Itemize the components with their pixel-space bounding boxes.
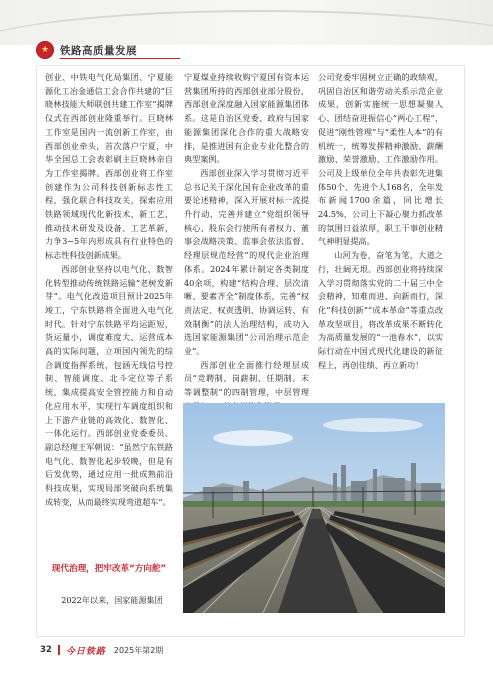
page-number: 32 <box>40 645 52 655</box>
paragraph: 2022年以来，国家能源集团 <box>61 595 163 605</box>
page-header <box>0 0 493 60</box>
paragraph: 西部创业坚持以电气化、数智化转型推动传统铁路运输“老树发新芽”。电气化改造项目预计2025年竣工，宁东铁路将全面进入电气化时代。针对宁东铁路平均运距短，货运量小，调度难度大、运营成本高的实际问题，立项国内领先的综合调度指挥系统，包涵无线信号控制、智能调度、北斗定位等子系统，集成提高安全管控能力和自动化应用水平，实现行车调度组织和上下游产业链的高效化、数智化、一体化运行。西部创业党委委员、副总经理王军朝说：“虽然宁东铁路电气化、数智化起步较晚，但是有后发优势，通过应用一批成熟前沿科技成果，实现局部突破向系统集成转变，从而最终实现弯道超车”。 <box>45 263 173 507</box>
article-subheading: 现代治理，把牢改革“方向舵” <box>51 564 167 574</box>
article-column-2 <box>184 71 309 414</box>
paragraph: 山河为卷，奋笔为笔，大道之行，壮阔无垠。西部创业将持续深入学习贯彻落实党的二十届三中全会精神，知难而进、向新而行，深化“科技创新”“成本革命”等重点改革攻坚项目，将改革成果不断转化为高质量发展的“一池春水”，以实际行动在中国式现代化建设的新征程上，再创佳绩、再立新功！ <box>318 250 443 370</box>
paragraph: 西部创业深入学习贯彻习近平总书记关于深化国有企业改革的重要论述精神，深入开展对标一流提升行动，完善并建立“党组织领导核心、股东会行使所有者权力、董事会战略决策、监事会依法监督、经理层规范经营”的现代企业治理体系。2024年累计制定各类制度40余项，构建“结构合理、层次清晰、要素齐全”制度体系，完善“权责法定、权责透明、协调运转、有效制衡”的法人治理结构，成功入选国家能源集团“公司治理示范企业”。 <box>184 167 309 357</box>
paragraph: 西部创业全面推行经理层成员“竞聘制、岗薪制、任期制、末等调整制”的四制管理，中层管理 <box>184 359 309 398</box>
paragraph: 公司党委牢固树立正确的政绩观，巩固自治区和谐劳动关系示范企业成果，创新实施统一思想凝聚人心、团结奋进振信心“两心工程”，促进“刚性管理”与“柔性人本”的有机统一，统筹发挥精神激励、薪酬激励、荣誉激励、工作激励作用。公司及上级单位全年共表彰先进集体50个、先进个人168名，全年发布新闻1700余篇，同比增长24.5%，公司上下凝心聚力抓改革的氛围日益浓厚，职工干事创业精气神明显提高。 <box>318 72 443 247</box>
article-column-1 <box>45 71 173 510</box>
railway-emblem-icon: ★ <box>36 41 54 59</box>
paragraph: 宁夏煤业持续收购宁夏国有资本运营集团所持的西部创业部分股份，西部创业深度融入国家能源集团体系。这是自治区党委、政府与国家能源集团深化合作的重大战略安排，是推进国有企业专业化整合的典型案例。 <box>184 72 309 165</box>
section-title: 铁路高质量发展 <box>60 45 137 57</box>
issue-label: 2025年第2期 <box>113 645 164 655</box>
paragraph: 创业、中铁电气化局集团、宁夏能源化工冶金通信工会合作共建的“巨晓林技能大师联创共建工作室”揭牌仪式在西部创业隆重举行。巨晓林工作室是国内一流创新工作室，由西部创业牵头，首次落户宁夏，中华全国总工会表彰刷主巨晓林亲自为工作室揭牌。西部创业将工作室创建作为公司科技创新标志性工程，强化联合科技攻关，探索应用铁路领域现代化新技术、新工艺，推动技术研发及设备、工艺革新，力争3~5年内形成具有行业特色的标志性科技创新成果。 <box>45 72 173 261</box>
railway-yard-illustration <box>183 403 445 613</box>
page-footer <box>40 643 163 657</box>
section-title-underline <box>60 58 180 59</box>
railway-yard-photo <box>183 403 445 613</box>
footer-divider <box>58 645 60 655</box>
article-column-3 <box>318 71 443 372</box>
magazine-logo: 今日铁路 <box>65 646 106 657</box>
